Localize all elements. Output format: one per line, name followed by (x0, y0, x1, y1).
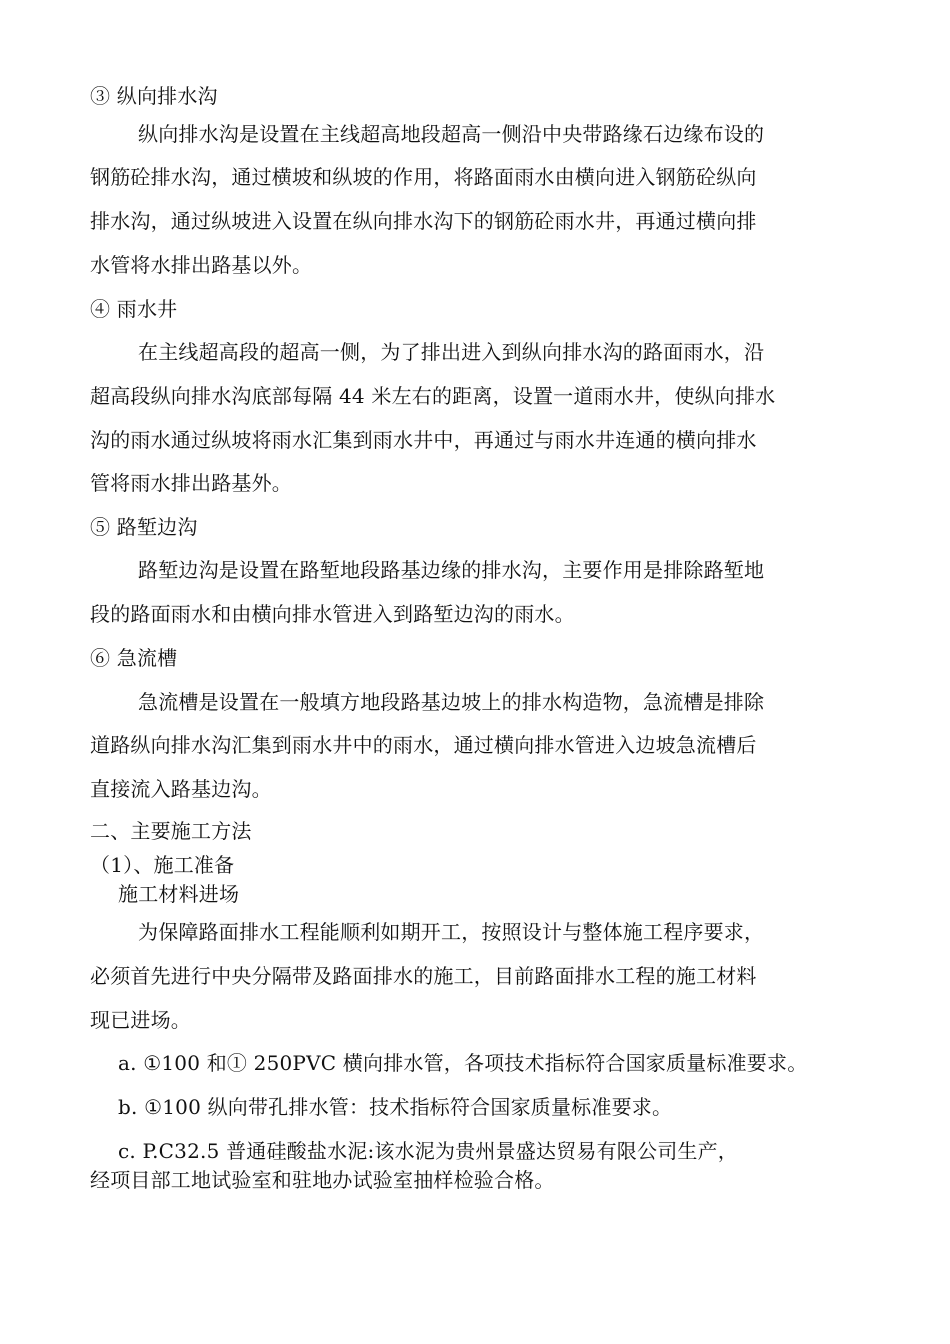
paragraph-line: 沟的雨水通过纵坡将雨水汇集到雨水井中，再通过与雨水井连通的横向排水 (90, 428, 757, 452)
paragraph-line: 急流槽是设置在一般填方地段路基边坡上的排水构造物，急流槽是排除 (138, 690, 765, 714)
paragraph-line: 排水沟，通过纵坡进入设置在纵向排水沟下的钢筋砼雨水井，再通过横向排 (90, 209, 757, 233)
paragraph-line: 管将雨水排出路基外。 (90, 471, 292, 495)
list-item-continuation: 经项目部工地试验室和驻地办试验室抽样检验合格。 (90, 1168, 555, 1192)
paragraph-line: 水管将水排出路基以外。 (90, 253, 313, 277)
list-item: b. ①100 纵向带孔排水管：技术指标符合国家质量标准要求。 (118, 1095, 673, 1119)
paragraph-line: 路堑边沟是设置在路堑地段路基边缘的排水沟，主要作用是排除路堑地 (138, 558, 765, 582)
paragraph-line: 纵向排水沟是设置在主线超高地段超高一侧沿中央带路缘石边缘布设的 (138, 122, 765, 146)
paragraph-line: 必须首先进行中央分隔带及路面排水的施工，目前路面排水工程的施工材料 (90, 964, 757, 988)
section-heading: ⑤ 路堑边沟 (90, 515, 198, 539)
paragraph-line: 超高段纵向排水沟底部每隔 44 米左右的距离，设置一道雨水井，使纵向排水 (90, 384, 776, 408)
section-heading: ⑥ 急流槽 (90, 646, 178, 670)
list-item: c. P.C32.5 普通硅酸盐水泥:该水泥为贵州景盛达贸易有限公司生产， (118, 1139, 739, 1163)
paragraph-line: 段的路面雨水和由横向排水管进入到路堑边沟的雨水。 (90, 602, 575, 626)
subsubsection-title: 施工材料进场 (118, 882, 240, 906)
subsection-title: （1）、施工准备 (90, 853, 235, 877)
chapter-title: 二、主要施工方法 (90, 819, 252, 843)
paragraph-line: 现已进场。 (90, 1008, 191, 1032)
paragraph-line: 道路纵向排水沟汇集到雨水井中的雨水，通过横向排水管进入边坡急流槽后 (90, 733, 757, 757)
paragraph-line: 直接流入路基边沟。 (90, 777, 272, 801)
paragraph-line: 为保障路面排水工程能顺利如期开工，按照设计与整体施工程序要求， (138, 920, 765, 944)
list-item: a. ①100 和① 250PVC 横向排水管，各项技术指标符合国家质量标准要求。 (118, 1051, 808, 1075)
paragraph-line: 在主线超高段的超高一侧，为了排出进入到纵向排水沟的路面雨水，沿 (138, 340, 765, 364)
paragraph-line: 钢筋砼排水沟，通过横坡和纵坡的作用，将路面雨水由横向进入钢筋砼纵向 (90, 165, 757, 189)
section-heading: ④ 雨水井 (90, 297, 178, 321)
section-heading: ③ 纵向排水沟 (90, 84, 218, 108)
